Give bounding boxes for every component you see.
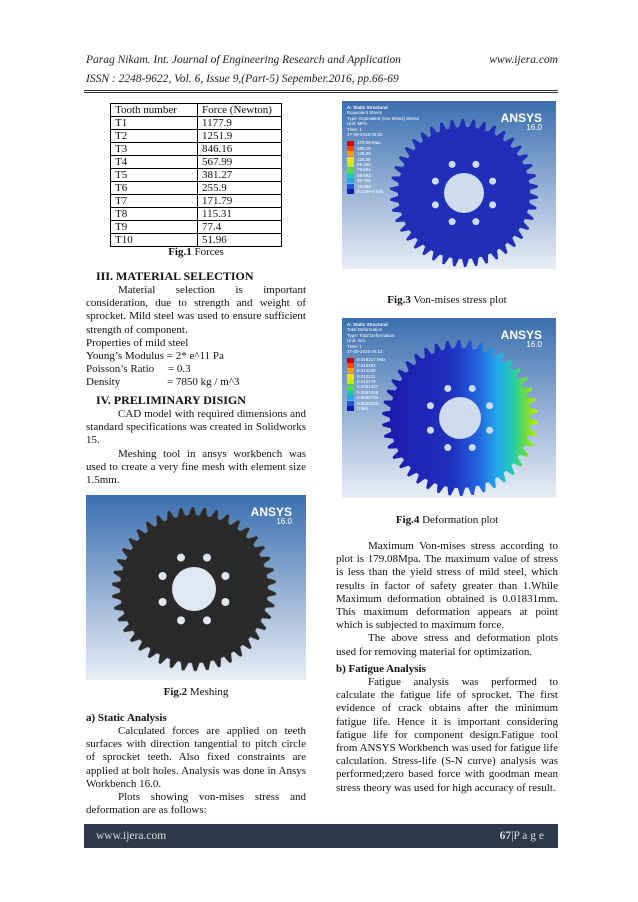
table-cell: 1177.9 <box>198 117 282 130</box>
table-header-row <box>111 104 282 117</box>
table-row <box>111 208 282 221</box>
fatigue-para: Fatigue analysis was performed to calculate the fatigue life of sprocket. The first evidence of crack obtains after the minimum fatigue life. Hence it is important considering fatigue life for component design.Fatigue tool from ANSYS Workbench was used for fatigue life calculation. Stress-life (S-N curve) analysis was performed;zero based force with goodman mean stress theory was used for high accuracy of result. <box>336 676 558 794</box>
bolt-hole <box>203 554 211 562</box>
bolt-hole <box>159 598 167 606</box>
sprocket-center-hole <box>439 397 481 439</box>
fig2-caption: Fig.2 Meshing <box>163 686 229 698</box>
prop-poisson: Poisson’s Ratio = 0.3 <box>86 363 191 376</box>
table-cell: T3 <box>111 143 198 156</box>
bolt-hole <box>159 572 167 580</box>
header-rule <box>84 90 558 91</box>
table-row <box>111 169 282 182</box>
table-cell: 381.27 <box>198 169 282 182</box>
ansys-logo: ANSYS 16.0 <box>500 328 542 349</box>
section3-heading: III. MATERIAL SELECTION <box>96 269 254 283</box>
fig2-meshing-image <box>86 495 306 680</box>
bolt-hole <box>177 616 185 624</box>
ansys-logo: ANSYS 16.0 <box>250 505 292 526</box>
table-cell: T8 <box>111 208 198 221</box>
table-cell: 255.9 <box>198 182 282 195</box>
table-row <box>111 143 282 156</box>
bolt-hole <box>221 598 229 606</box>
page-footer <box>84 824 558 848</box>
footer-page-number: 67|P a g e <box>499 830 544 842</box>
table-cell: T6 <box>111 182 198 195</box>
section3-body <box>86 284 306 390</box>
table-cell: 77.4 <box>198 221 282 234</box>
table-cell: 1251.9 <box>198 130 282 143</box>
bolt-hole <box>427 402 434 409</box>
results-body <box>336 540 558 659</box>
table-cell: 51.96 <box>198 234 282 247</box>
sprocket-center-hole <box>172 567 216 611</box>
section4-body <box>86 408 306 487</box>
fig3-caption: Fig.3 Von-mises stress plot <box>387 294 507 306</box>
fatigue-heading: b) Fatigue Analysis <box>336 663 426 675</box>
static-heading: a) Static Analysis <box>86 712 167 724</box>
fig1-caption: Fig.1 Forces <box>168 246 224 258</box>
bolt-hole <box>444 385 451 392</box>
bolt-hole <box>489 178 496 185</box>
fig3-legend: A: Static Structural Equivalent Stress Type: Equivalent (von-Mises) Stress Unit: MPa Time: 1 27-09-2016 00:22 179.08 Max 159.18 139.28 119.39 99.488 79.591 59.693 39.795 19.898 9.148e-6 Min <box>347 105 420 195</box>
table-row <box>111 117 282 130</box>
table-cell: T1 <box>111 117 198 130</box>
section4-para1: CAD model with required dimensions and standard specifications was created in Solidworks 15. <box>86 408 306 447</box>
bolt-hole <box>486 427 493 434</box>
bolt-hole <box>486 402 493 409</box>
table-cell: T9 <box>111 221 198 234</box>
fig4-caption: Fig.4 Deformation plot <box>395 514 499 526</box>
results-para2: The above stress and deformation plots used for removing material for optimization. <box>336 632 558 658</box>
journal-title: Parag Nikam. Int. Journal of Engineering Research and Application <box>86 54 401 66</box>
table-row <box>111 130 282 143</box>
footer-site-link[interactable]: www.ijera.com <box>96 830 167 842</box>
table-row <box>111 182 282 195</box>
bolt-hole <box>427 427 434 434</box>
static-para2: Plots showing von-mises stress and deformation are as follows: <box>86 791 306 817</box>
bolt-hole <box>432 201 439 208</box>
table-cell: T10 <box>111 234 198 247</box>
sprocket-center-hole <box>444 173 484 213</box>
bolt-hole <box>221 572 229 580</box>
prop-youngs: Young’s Modulus = 2* e^11 Pa <box>86 350 224 363</box>
table-cell: 846.16 <box>198 143 282 156</box>
props-title: Properties of mild steel <box>86 336 189 349</box>
bolt-hole <box>432 178 439 185</box>
table-cell: T4 <box>111 156 198 169</box>
table-row <box>111 156 282 169</box>
table-cell: T5 <box>111 169 198 182</box>
journal-issn: ISSN : 2248-9622, Vol. 6, Issue 9,(Part-5) Sepember.2016, pp.66-69 <box>86 73 399 85</box>
prop-density: Density = 7850 kg / m^3 <box>86 376 240 389</box>
section4-heading: IV. PRELIMINARY DISIGN <box>96 393 246 407</box>
section4-para2: Meshing tool in ansys workbench was used to create a very fine mesh with element size 1.5mm. <box>86 447 306 487</box>
table-cell: T7 <box>111 195 198 208</box>
table-row <box>111 195 282 208</box>
bolt-hole <box>472 218 479 225</box>
header-rule-2 <box>84 92 558 93</box>
bolt-hole <box>469 444 476 451</box>
table-row <box>111 234 282 247</box>
bolt-hole <box>444 444 451 451</box>
forces-table <box>110 103 282 247</box>
fig3-vonmises-image <box>342 101 556 269</box>
bolt-hole <box>449 218 456 225</box>
section3-para: Material selection is important consideration, due to strength and weight of sprocket. Mild steel was used to ensure sufficient strength of component. <box>86 284 306 336</box>
fig4-legend: A: Static Structural Total Deformation Type: Total Deformation Unit: mm Time: 1 27-09-2016 00:12 0.018317 Max 0.016281 0.014246 0.012211 0.010176 0.0081407 0.0061055 0.0040704 0.0020352 0 Min <box>347 322 395 412</box>
table-cell: T2 <box>111 130 198 143</box>
table-row <box>111 221 282 234</box>
bolt-hole <box>472 161 479 168</box>
table-cell: 567.99 <box>198 156 282 169</box>
journal-site[interactable]: www.ijera.com <box>489 54 558 66</box>
ansys-logo: ANSYS 16.0 <box>500 111 542 132</box>
fig4-deformation-image <box>342 318 556 498</box>
static-body <box>86 725 306 817</box>
table-cell: 115.31 <box>198 208 282 221</box>
table-cell: 171.79 <box>198 195 282 208</box>
bolt-hole <box>469 385 476 392</box>
static-para1: Calculated forces are applied on teeth surfaces with direction tangential to pitch circle of sprocket teeth. Also fixed constraints are applied at bolt holes. Analysis was done in Ansys Workbench 16.0. <box>86 725 306 790</box>
bolt-hole <box>489 201 496 208</box>
bolt-hole <box>203 616 211 624</box>
table-header-cell: Force (Newton) <box>198 104 282 117</box>
table-header-cell: Tooth number <box>111 104 198 117</box>
results-para1: Maximum Von-mises stress according to plot is 179.08Mpa. The maximum value of stress is less than the yield stress of mild steel, which results in factor of safety greater than 1.While Maximum deformation obtained is 0.01831mm. This maximum deformation appears at point which is subjected to maximum force. <box>336 540 558 632</box>
bolt-hole <box>449 161 456 168</box>
bolt-hole <box>177 554 185 562</box>
fatigue-body <box>336 676 558 795</box>
